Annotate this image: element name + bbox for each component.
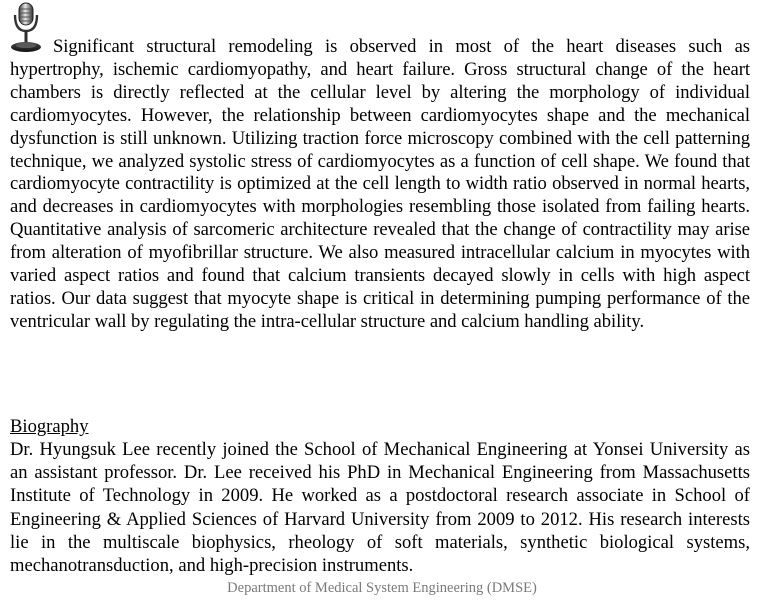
document-page: [10, 0, 754, 613]
biography-heading: Biography: [10, 416, 89, 437]
footer-department: Department of Medical System Engineering (DMSE): [227, 580, 537, 596]
biography-paragraph: Dr. Hyungsuk Lee recently joined the School of Mechanical Engineering at Yonsei University as an assistant professor. Dr. Lee received his PhD in Mechanical Engineering from Massachusetts Institute of Technology in 2009. He worked as a postdoctoral research associate in School of Engineering & Applied Sciences of Harvard University from 2009 to 2012. His research interests lie in the multiscale biophysics, rheology of soft materials, synthetic biological systems, mechanotransduction, and high-precision instruments.: [10, 439, 750, 577]
abstract-paragraph: Significant structural remodeling is observed in most of the heart diseases such as hypertrophy, ischemic cardiomyopathy, and heart failure. Gross structural change of the heart chambers is directly reflected at the cellular level by altering the morphology of individual cardiomyocytes. However, the relationship between cardiomyocytes shape and the mechanical dysfunction is still unknown. Utilizing traction force microscopy combined with the cell patterning technique, we analyzed systolic stress of cardiomyocytes as a function of cell shape. We found that cardiomyocyte contractility is optimized at the cell length to width ratio observed in normal hearts, and decreases in cardiomyocytes with morphologies resembling those isolated from failing hearts. Quantitative analysis of sarcomeric architecture revealed that the change of contractility may arise from alteration of myofibrillar structure. We also measured intracellular calcium in myocytes with varied aspect ratios and found that calcium transients decayed slowly in cells with high aspect ratios. Our data suggest that myocyte shape is critical in determining pumping performance of the ventricular wall by regulating the intra-cellular structure and calcium handling ability.: [10, 36, 750, 332]
